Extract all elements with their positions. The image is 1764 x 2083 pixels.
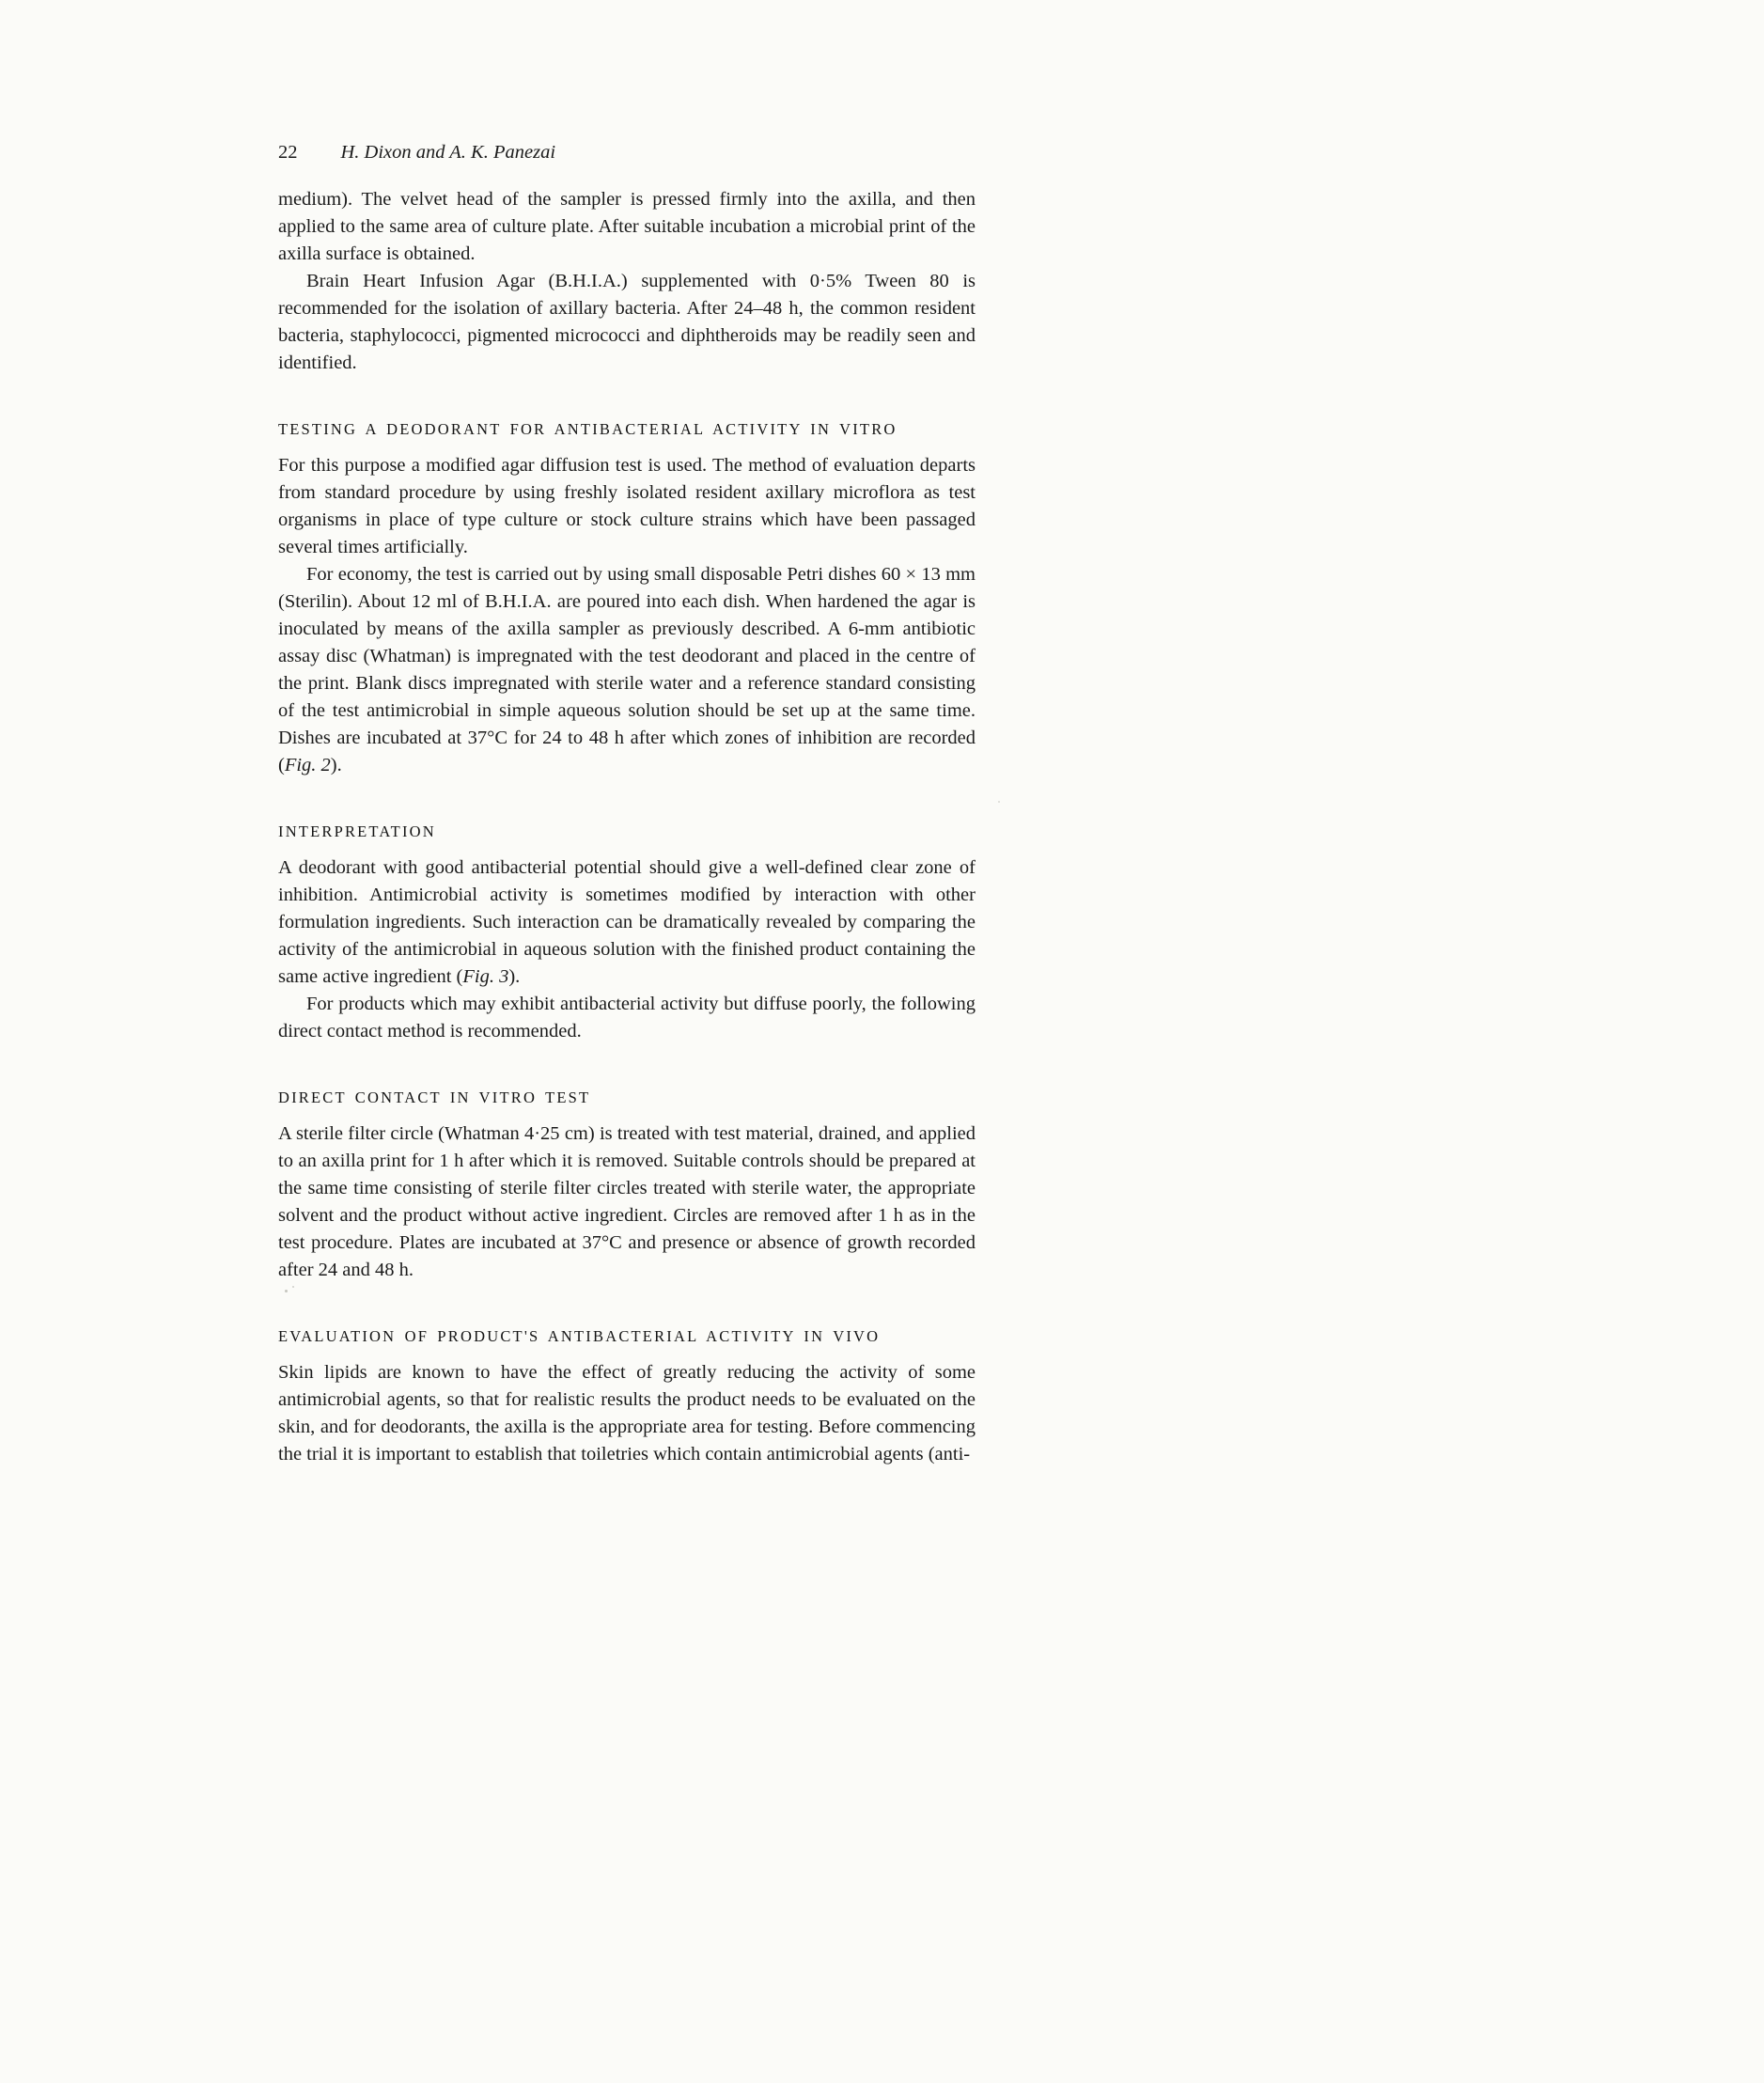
text-run: For products which may exhibit antibacterial activity but diffuse poorly, the following direct contact method is recommended. <box>278 994 976 1042</box>
italic-text-run: Fig. 2 <box>284 755 331 775</box>
section-heading: EVALUATION OF PRODUCT'S ANTIBACTERIAL ACTIVITY IN VIVO <box>278 1327 881 1345</box>
text-run: ). <box>330 755 342 775</box>
running-title: H. Dixon and A. K. Panezai <box>340 142 556 163</box>
text-run: ). <box>508 966 521 987</box>
scan-speck <box>285 1290 288 1292</box>
paragraph <box>278 186 976 268</box>
page-content <box>278 141 976 1468</box>
text-run: Brain Heart Infusion Agar (B.H.I.A.) supplemented with 0·5% Tween 80 is recommended for the isolation of axillary bacteria. After 24–48 h, the common resident bacteria, staphylococci, pigmented micrococci and diphtheroids may be readily seen and identified. <box>278 271 976 373</box>
paragraph <box>278 1359 976 1468</box>
body-sections <box>278 186 976 1468</box>
text-run: For this purpose a modified agar diffusion test is used. The method of evaluation departs from standard procedure by using freshly isolated resident axillary microflora as test organisms in place of type culture or stock culture strains which have been passaged several times artificially. <box>278 455 976 557</box>
text-run: A deodorant with good antibacterial potential should give a well-defined clear zone of inhibition. Antimicrobial activity is sometimes modified by interaction with other formulation ingredients. Such interaction can be dramatically revealed by comparing the activity of the antimicrobial in aqueous solution with the finished product containing the same active ingredient ( <box>278 857 976 987</box>
section-heading: INTERPRETATION <box>278 822 436 840</box>
italic-text-run: Fig. 3 <box>462 966 509 987</box>
page-header <box>278 141 976 164</box>
section-heading: TESTING A DEODORANT FOR ANTIBACTERIAL ACTIVITY IN VITRO <box>278 420 898 438</box>
paragraph <box>278 854 976 991</box>
text-run: For economy, the test is carried out by using small disposable Petri dishes 60 × 13 mm (Sterilin). About 12 ml of B.H.I.A. are poured into each dish. When hardened the agar is inoculated by means of the axilla sampler as previously described. A 6-mm antibiotic assay disc (Whatman) is impregnated with the test deodorant and placed in the centre of the print. Blank discs impregnated with sterile water and a reference standard consisting of the test antimicrobial in simple aqueous solution should be set up at the same time. Dishes are incubated at 37°C for 24 to 48 h after which zones of inhibition are recorded ( <box>278 564 976 775</box>
paragraph <box>278 1120 976 1284</box>
scan-speck <box>292 1286 294 1288</box>
paragraph <box>278 452 976 561</box>
text-run: A sterile filter circle (Whatman 4·25 cm) is treated with test material, drained, and applied to an axilla print for 1 h after which it is removed. Suitable controls should be prepared at the same time consisting of sterile filter circles treated with sterile water, the appropriate solvent and the product without active ingredient. Circles are removed after 1 h as in the test procedure. Plates are incubated at 37°C and presence or absence of growth recorded after 24 and 48 h. <box>278 1123 976 1280</box>
paragraph <box>278 268 976 377</box>
text-run: medium). The velvet head of the sampler is pressed firmly into the axilla, and then applied to the same area of culture plate. After suitable incubation a microbial print of the axilla surface is obtained. <box>278 189 976 264</box>
paragraph <box>278 991 976 1045</box>
scan-speck <box>998 801 1000 803</box>
section-heading: DIRECT CONTACT IN VITRO TEST <box>278 1088 591 1106</box>
paragraph <box>278 561 976 779</box>
page-number: 22 <box>278 142 298 163</box>
text-run: Skin lipids are known to have the effect of greatly reducing the activity of some antimicrobial agents, so that for realistic results the product needs to be evaluated on the skin, and for deodorants, the axilla is the appropriate area for testing. Before commencing the trial it is important to establish that toiletries which contain antimicrobial agents (anti- <box>278 1362 976 1464</box>
